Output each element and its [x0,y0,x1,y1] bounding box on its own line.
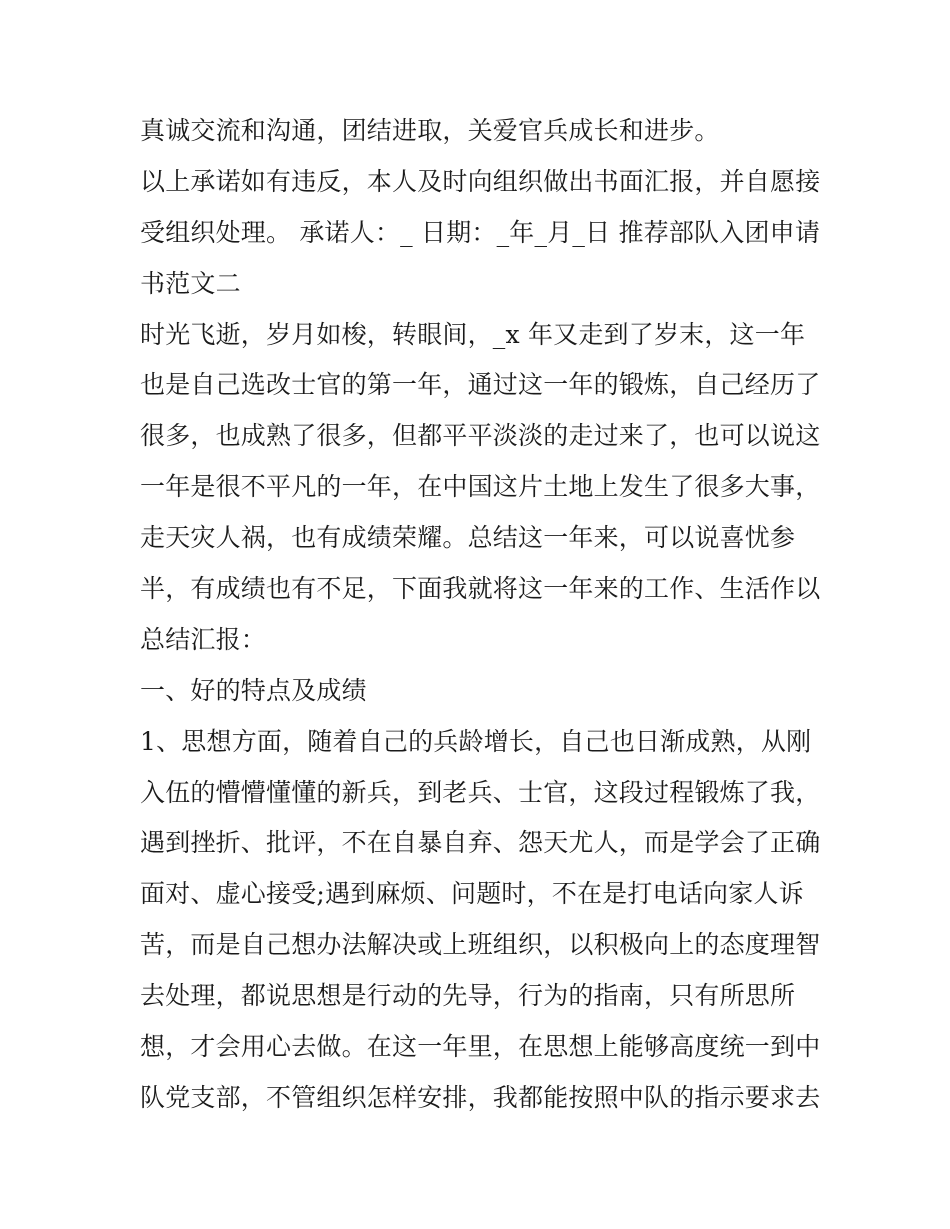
text-line: 队党支部，不管组织怎样安排，我都能按照中队的指示要求去 [140,1082,821,1112]
text-line: 也是自己选改士官的第一年，通过这一年的锻炼，自己经历了 [140,370,821,400]
text-line: 想，才会用心去做。在这一年里，在思想上能够高度统一到中 [140,1032,821,1062]
text-line: 面对、虚心接受;遇到麻烦、问题时，不在是打电话向家人诉 [140,879,804,909]
body-text [140,106,820,1124]
text-line: 时光飞逝，岁月如梭，转眼间，_x 年又走到了岁末，这一年 [140,319,806,349]
text-line: 1、思想方面，随着自己的兵龄增长，自己也日渐成熟，从刚 [140,726,812,756]
text-line: 走天灾人祸，也有成绩荣耀。总结这一年来，可以说喜忧参 [140,523,796,553]
text-line: 以上承诺如有违反，本人及时向组织做出书面汇报，并自愿接 [140,166,821,196]
text-line: 遇到挫折、批评，不在自暴自弃、怨天尤人，而是学会了正确 [140,828,821,858]
text-line: 真诚交流和沟通，团结进取，关爱官兵成长和进步。 [140,116,720,145]
section-heading: 一、好的特点及成绩 [140,675,367,705]
text-line: 去处理，都说思想是行动的先导，行为的指南，只有所思所 [140,981,796,1011]
text-line: 苦，而是自己想办法解决或上班组织，以积极向上的态度理智 [140,930,821,960]
text-line: 入伍的懵懵懂懂的新兵，到老兵、士官，这段过程锻炼了我， [140,777,821,807]
text-line: 很多，也成熟了很多，但都平平淡淡的走过来了，也可以说这 [140,421,821,451]
text-line: 受组织处理。 承诺人：_ 日期：_年_月_日 推荐部队入团申请 [140,217,821,247]
text-line: 书范文二 [140,268,241,298]
text-line: 一年是很不平凡的一年，在中国这片土地上发生了很多大事， [140,472,821,502]
text-line: 半，有成绩也有不足，下面我就将这一年来的工作、生活作以 [140,574,821,604]
text-line: 总结汇报： [140,624,267,654]
